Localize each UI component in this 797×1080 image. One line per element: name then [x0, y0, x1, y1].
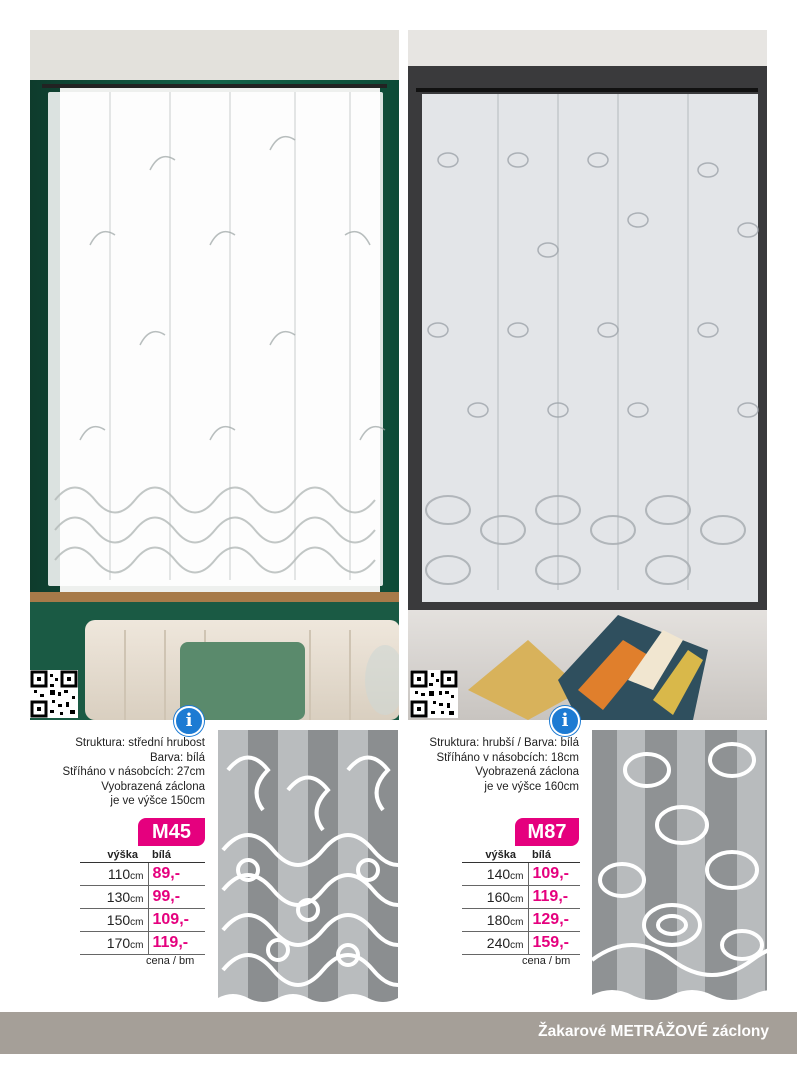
height-cell: 150cm: [80, 909, 148, 932]
price-cell: 159,-: [528, 932, 580, 955]
spec-line: je ve výšce 150cm: [110, 795, 205, 807]
spec-line: Stříháno v násobcích: 18cm: [436, 751, 579, 764]
spec-line: je ve výšce 160cm: [484, 780, 579, 793]
product-specs-m87: [429, 736, 579, 794]
spec-line: Vyobrazená záclona: [475, 766, 579, 778]
price-cell: 119,-: [528, 886, 580, 909]
price-cell: 89,-: [148, 863, 205, 886]
table-row: [80, 932, 205, 955]
table-row: [462, 932, 580, 955]
price-cell: 129,-: [528, 909, 580, 932]
column-header-color: bílá: [528, 848, 580, 863]
height-cell: 130cm: [80, 886, 148, 909]
curtain-photo-m45: [30, 30, 399, 720]
price-cell: 119,-: [148, 932, 205, 955]
table-row: [80, 909, 205, 932]
product-specs-m45: [62, 736, 205, 809]
qr-code-icon[interactable]: [410, 670, 458, 718]
qr-code-icon[interactable]: [30, 670, 78, 718]
height-cell: 160cm: [462, 886, 528, 909]
column-header-color: bílá: [148, 848, 205, 863]
footer-title: Žakarové METRÁŽOVÉ záclony: [538, 1023, 769, 1040]
lace-detail-m87: [592, 730, 767, 1008]
spec-line: Struktura: hrubší / Barva: bílá: [429, 737, 579, 749]
footer-bar: [0, 1012, 797, 1054]
price-table-m45: [80, 848, 205, 955]
price-cell: 99,-: [148, 886, 205, 909]
price-cell: 109,-: [528, 863, 580, 886]
table-row: [462, 886, 580, 909]
info-icon[interactable]: i: [174, 706, 204, 736]
column-header-height: výška: [80, 848, 148, 863]
spec-line: Vyobrazená záclona: [101, 780, 205, 793]
lace-detail-m45: [218, 730, 398, 1008]
height-cell: 140cm: [462, 863, 528, 886]
product-code-badge: M87: [515, 818, 579, 846]
spec-line: Barva: bílá: [150, 751, 205, 764]
height-cell: 180cm: [462, 909, 528, 932]
info-icon[interactable]: i: [550, 706, 580, 736]
product-code-badge: M45: [138, 818, 205, 846]
price-note: cena / bm: [522, 955, 571, 967]
price-table-m87: [462, 848, 580, 955]
table-row: [80, 863, 205, 886]
column-header-height: výška: [462, 848, 528, 863]
height-cell: 240cm: [462, 932, 528, 955]
height-cell: 110cm: [80, 863, 148, 886]
curtain-photo-m87: [408, 30, 767, 720]
height-cell: 170cm: [80, 932, 148, 955]
table-row: [462, 909, 580, 932]
price-cell: 109,-: [148, 909, 205, 932]
spec-line: Stříháno v násobcích: 27cm: [62, 766, 205, 778]
price-note: cena / bm: [146, 955, 195, 967]
table-row: [80, 886, 205, 909]
spec-line: Struktura: střední hrubost: [75, 737, 205, 749]
table-row: [462, 863, 580, 886]
